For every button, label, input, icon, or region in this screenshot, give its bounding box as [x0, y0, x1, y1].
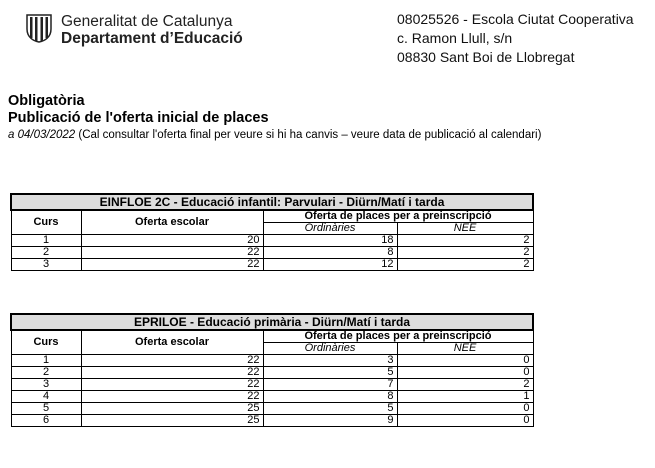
cell-oferta: 25 [81, 415, 263, 427]
col-header-oferta: Oferta escolar [81, 330, 263, 355]
cell-nee: 1 [397, 391, 533, 403]
table-title: EINFLOE 2C - Educació infantil: Parvulari - Diürn/Matí i tarda [11, 194, 533, 210]
cell-curs: 5 [11, 403, 81, 415]
cell-curs: 3 [11, 379, 81, 391]
cell-oferta: 22 [81, 259, 263, 271]
cell-ordinaries: 3 [263, 355, 397, 367]
col-header-nee: NEE [397, 343, 533, 355]
cell-oferta: 22 [81, 355, 263, 367]
address-line: c. Ramon Llull, s/n [397, 30, 513, 46]
cell-ordinaries: 8 [263, 391, 397, 403]
cell-nee: 2 [397, 247, 533, 259]
note-text: (Cal consultar l'oferta final per veure si hi ha canvis – veure data de publicació al calendari) [78, 129, 542, 141]
cell-oferta: 22 [81, 379, 263, 391]
cell-ordinaries: 12 [263, 259, 397, 271]
address-line: 08830 Sant Boi de Llobregat [397, 49, 575, 65]
col-header-preinscripcio: Oferta de places per a preinscripció [263, 210, 533, 223]
table-row [11, 415, 533, 427]
cell-curs: 4 [11, 391, 81, 403]
table-row [11, 247, 533, 259]
table-row [11, 379, 533, 391]
table-row [11, 355, 533, 367]
col-header-curs: Curs [11, 210, 81, 235]
col-header-ordinaries: Ordinàries [263, 343, 397, 355]
cell-ordinaries: 7 [263, 379, 397, 391]
col-header-oferta: Oferta escolar [81, 210, 263, 235]
cell-nee: 2 [397, 235, 533, 247]
cell-ordinaries: 18 [263, 235, 397, 247]
cell-ordinaries: 8 [263, 247, 397, 259]
offer-table-infantil [10, 193, 534, 271]
generalitat-logo-icon [25, 13, 53, 43]
address-line: 08025526 - Escola Ciutat Cooperativa [397, 11, 634, 27]
org-line1: Generalitat de Catalunya [61, 13, 233, 30]
section-header [8, 93, 541, 143]
cell-nee: 2 [397, 259, 533, 271]
offer-table-primaria [10, 313, 534, 427]
cell-ordinaries: 5 [263, 403, 397, 415]
section-title: Obligatòria [8, 93, 85, 109]
cell-ordinaries: 9 [263, 415, 397, 427]
cell-nee: 0 [397, 415, 533, 427]
table-title: EPRILOE - Educació primària - Diürn/Matí i tarda [11, 314, 533, 330]
publication-date: a 04/03/2022 [8, 129, 76, 141]
cell-nee: 2 [397, 379, 533, 391]
cell-oferta: 20 [81, 235, 263, 247]
cell-nee: 0 [397, 403, 533, 415]
section-subtitle: Publicació de l'oferta inicial de places [8, 110, 269, 126]
cell-oferta: 22 [81, 247, 263, 259]
cell-oferta: 22 [81, 391, 263, 403]
col-header-curs: Curs [11, 330, 81, 355]
table-row [11, 391, 533, 403]
cell-nee: 0 [397, 367, 533, 379]
table-row [11, 235, 533, 247]
cell-ordinaries: 5 [263, 367, 397, 379]
cell-curs: 1 [11, 355, 81, 367]
cell-oferta: 25 [81, 403, 263, 415]
col-header-preinscripcio: Oferta de places per a preinscripció [263, 330, 533, 343]
cell-curs: 6 [11, 415, 81, 427]
table-row [11, 259, 533, 271]
org-line2: Departament d’Educació [61, 30, 243, 47]
cell-oferta: 22 [81, 367, 263, 379]
cell-nee: 0 [397, 355, 533, 367]
cell-curs: 2 [11, 247, 81, 259]
col-header-ordinaries: Ordinàries [263, 223, 397, 235]
cell-curs: 2 [11, 367, 81, 379]
table-row [11, 367, 533, 379]
school-address [397, 10, 634, 67]
cell-curs: 3 [11, 259, 81, 271]
organization-name [61, 13, 243, 47]
col-header-nee: NEE [397, 223, 533, 235]
publication-note [8, 128, 541, 143]
cell-curs: 1 [11, 235, 81, 247]
table-row [11, 403, 533, 415]
